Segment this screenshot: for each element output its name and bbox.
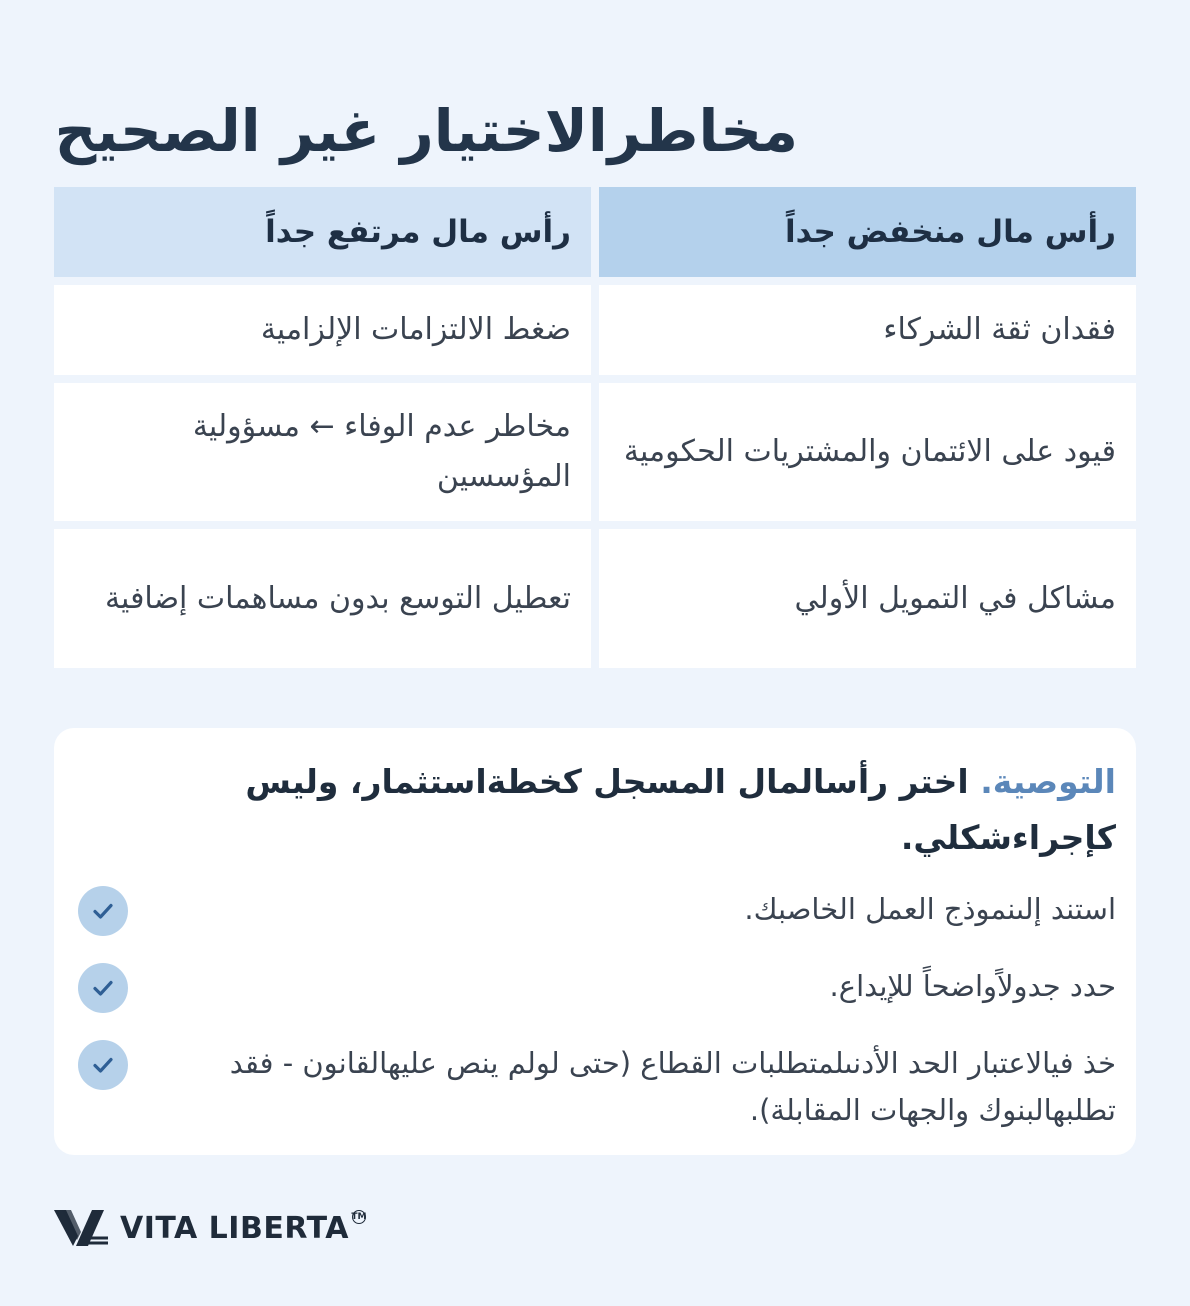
table-cell-high-1: ضغط الالتزامات الإلزامية [54,285,591,375]
table-cell-low-3: مشاكل في التمويل الأولي [599,529,1136,668]
table-cell-high-2: مخاطر عدم الوفاء ← مسؤولية المؤسسين [54,383,591,521]
check-icon [78,1040,128,1090]
list-item [78,1040,1116,1134]
check-icon [78,963,128,1013]
trademark-badge: TM [351,1212,367,1222]
recommendation-lead: التوصية. [980,762,1116,801]
header-high-capital: رأس مال مرتفع جداً [54,187,591,277]
list-item [78,886,1116,933]
list-item-text: حدد جدولاًواضحاً للإيداع. [829,969,1116,1003]
list-item [78,963,1116,1010]
table-cell-high-3: تعطيل التوسع بدون مساهمات إضافية [54,529,591,668]
list-item-text: خذ فيالاعتبار الحد الأدنىلمتطلبات القطاع (حتى لولم ينص عليهالقانون - فقد تطلبهالبنوك والجهات المقابلة). [229,1046,1116,1127]
recommendation-card [54,728,1136,1155]
recommendation-text [78,754,1116,866]
list-item-text: استند إلىنموذج العمل الخاصبك. [744,892,1116,926]
table-cell-low-2: قيود على الائتمان والمشتريات الحكومية [599,383,1136,521]
checklist [78,886,1116,1134]
page-title: مخاطرالاختيار غير الصحيح [54,96,798,165]
comparison-table [54,187,1136,668]
table-cell-low-1: فقدان ثقة الشركاء [599,285,1136,375]
check-icon [78,886,128,936]
vita-liberta-logo-icon [54,1208,110,1248]
brand-logo [54,1208,366,1248]
header-low-capital: رأس مال منخفض جداً [599,187,1136,277]
brand-name: VITA LIBERTA [120,1210,349,1246]
recommendation-body: اختر رأسالمال المسجل كخطةاستثمار، وليس كإجراءشكلي. [245,762,1116,857]
